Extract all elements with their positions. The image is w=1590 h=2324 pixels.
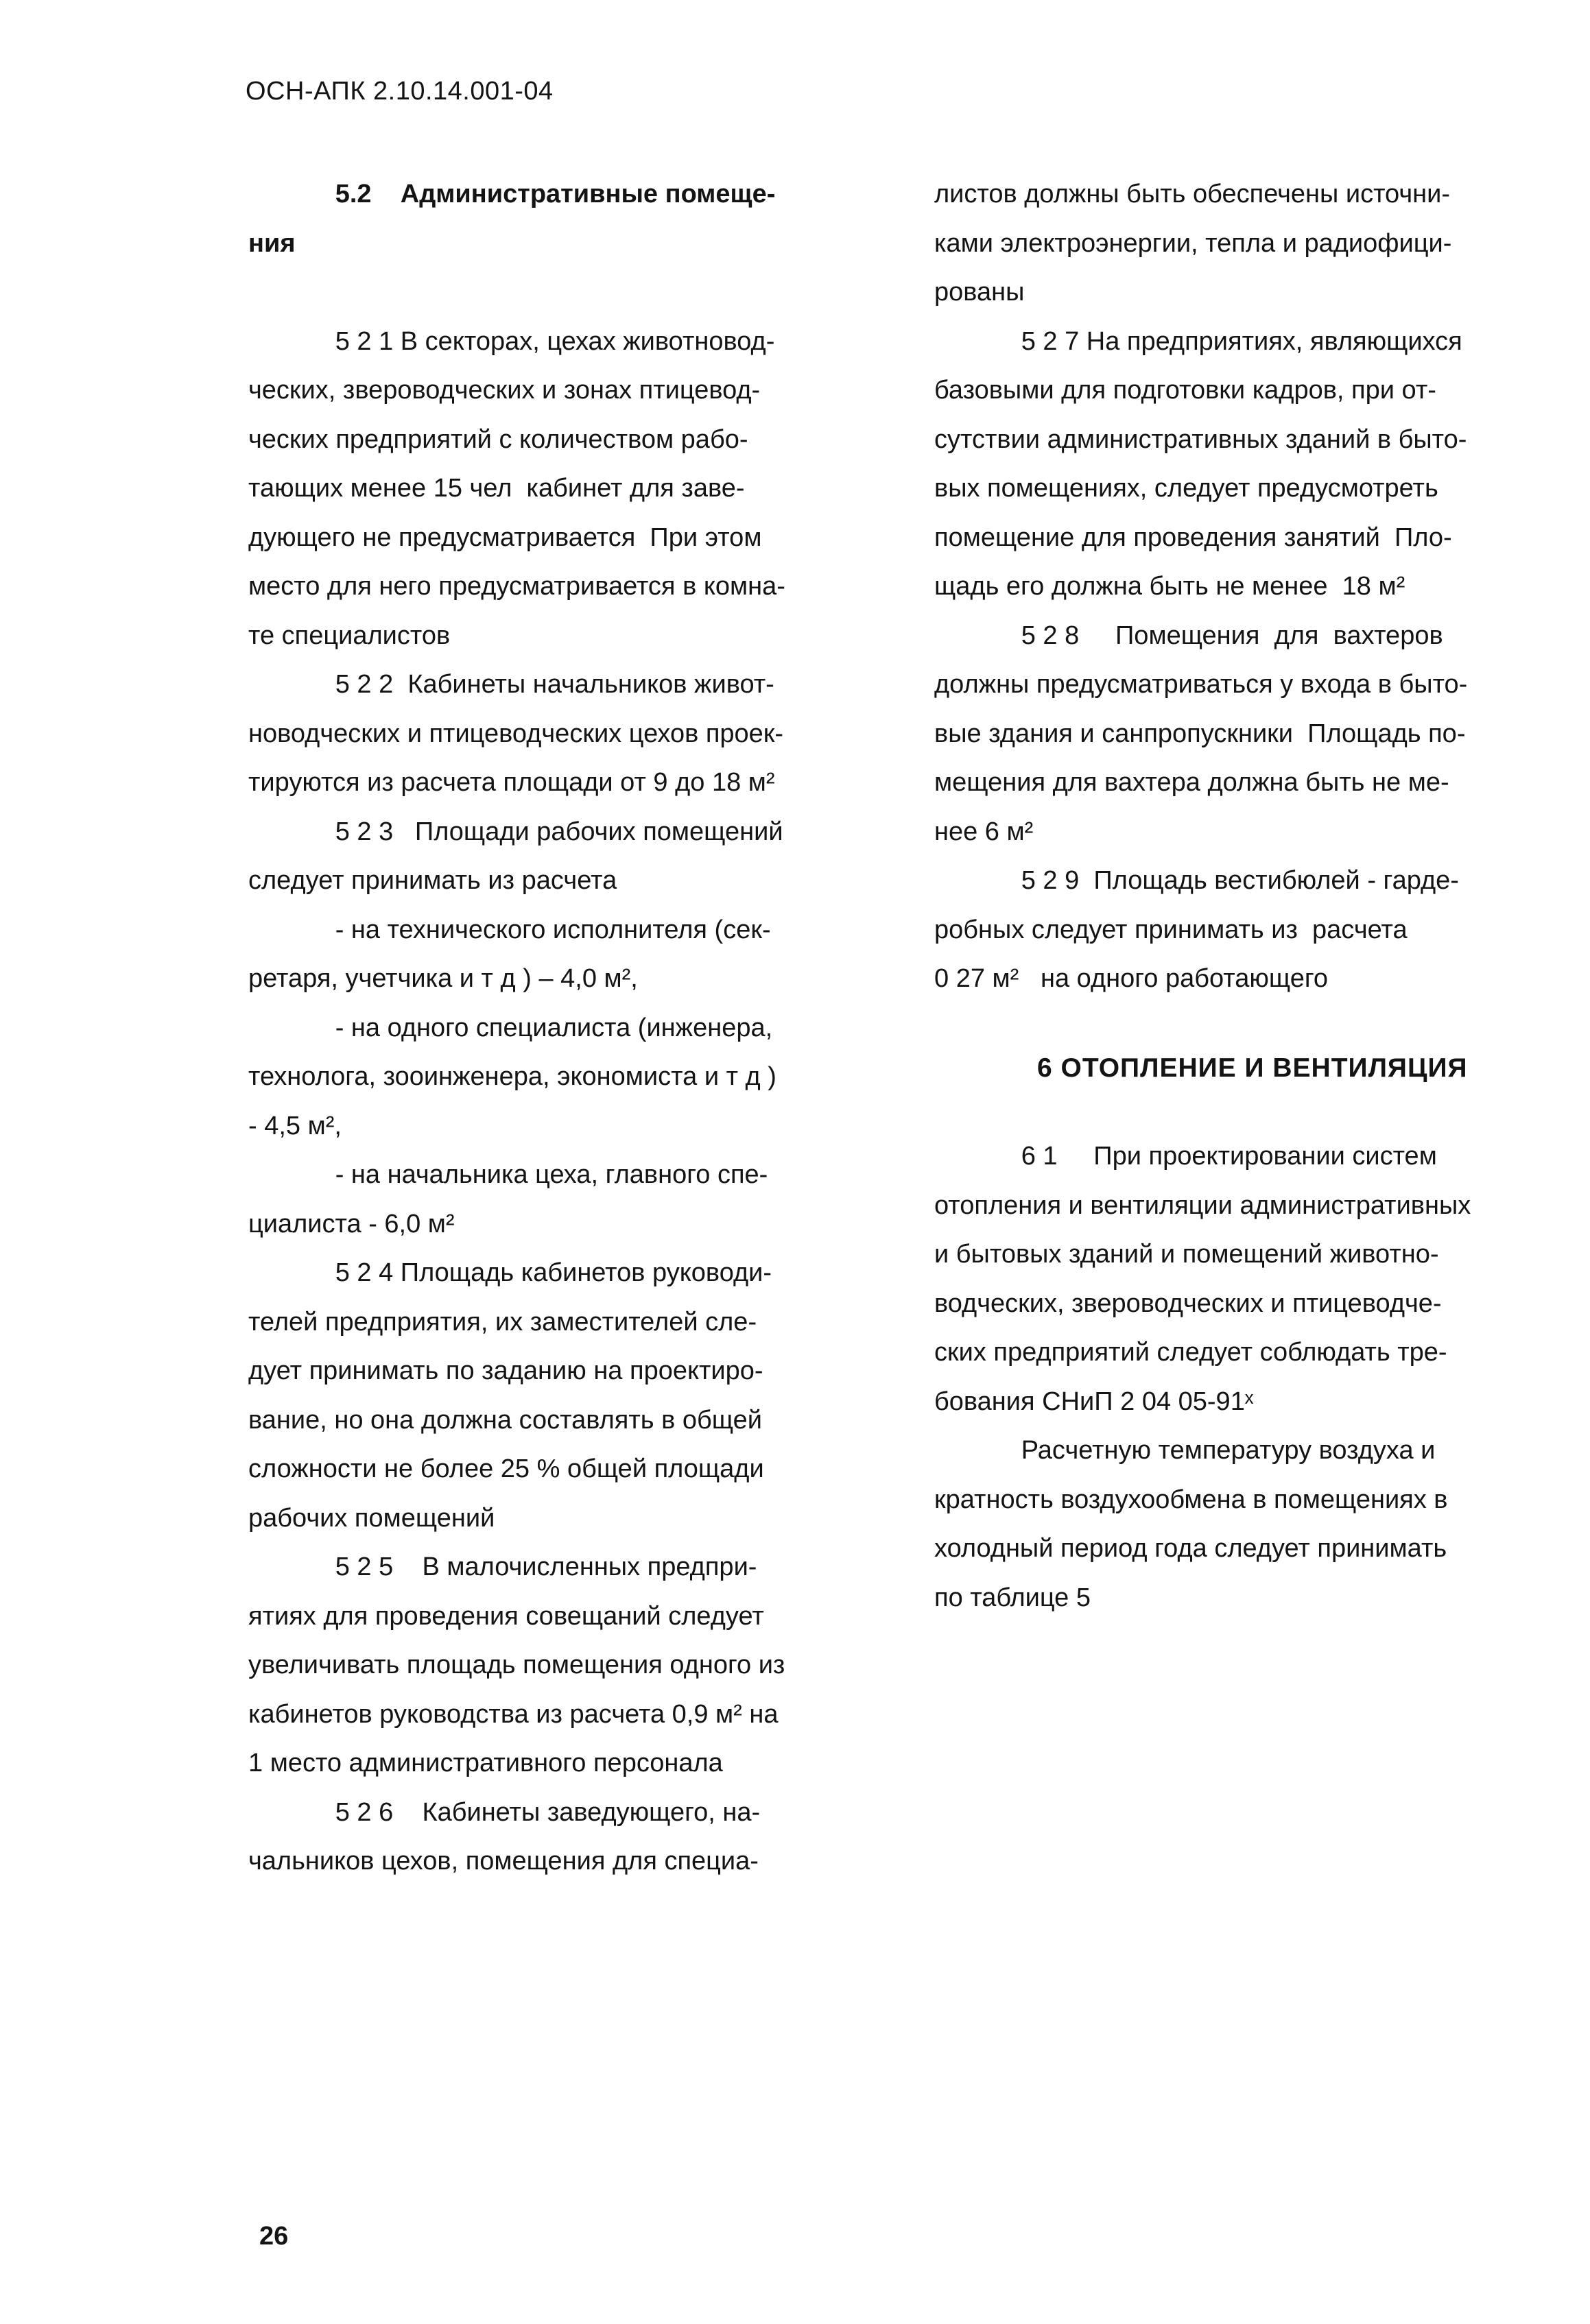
text-line: 5.2 Административные помеще- [248,180,776,208]
text-line: Расчетную температуру воздуха и [934,1436,1436,1465]
text-line: рабочих помещений [248,1503,495,1533]
document-code-header: ОСН-АПК 2.10.14.001-04 [246,77,554,106]
text-line: должны предусматриваться у входа в быто- [934,670,1468,699]
text-line: мещения для вахтера должна быть не ме- [934,768,1449,797]
text-line: те специалистов [248,621,451,650]
text-line: 5 2 7 На предприятиях, являющихся [934,326,1462,356]
text-line: новодческих и птицеводческих цехов проек- [248,719,784,748]
text-line: сложности не более 25 % общей площади [248,1454,764,1483]
text-line: - 4,5 м², [248,1111,342,1140]
text-line: ческих предприятий с количеством рабо- [248,424,748,454]
text-line: кратность воздухообмена в помещениях в [934,1485,1448,1514]
text-line: ния [248,228,296,258]
text-line: тающих менее 15 чел кабинет для заве- [248,474,745,503]
text-line: вание, но она должна составлять в общей [248,1405,762,1435]
left-text-column [248,170,851,1886]
text-line: следует принимать из расчета [248,866,617,895]
text-line: - на технического исполнителя (сек- [248,915,771,944]
text-line: нее 6 м² [934,817,1034,846]
section-heading: 6 ОТОПЛЕНИЕ И ВЕНТИЛЯЦИЯ [1037,1053,1468,1083]
text-line: ретаря, учетчика и т д ) – 4,0 м², [248,964,638,993]
text-line: рованы [934,278,1025,307]
text-line: ятиях для проведения совещаний следует [248,1601,764,1631]
text-line: бования СНиП 2 04 05-91ˣ [934,1387,1254,1416]
text-line: место для него предусматривается в комна- [248,572,785,601]
text-line: чальников цехов, помещения для специа- [248,1847,759,1876]
text-line: дует принимать по заданию на проектиро- [248,1356,763,1385]
text-line: - на начальника цеха, главного спе- [248,1160,768,1189]
text-line: холодный период года следует принимать [934,1534,1447,1563]
text-line: вые здания и санпропускники Площадь по- [934,719,1466,748]
text-line: увеличивать площадь помещения одного из [248,1651,785,1679]
text-line: ских предприятий следует соблюдать тре- [934,1338,1447,1367]
right-column-paragraphs-top [934,170,1535,1004]
text-line: робных следует принимать из расчета [934,915,1408,944]
text-line: 5 2 3 Площади рабочих помещений [248,817,783,846]
text-line: помещение для проведения занятий Пло- [934,523,1452,552]
text-line: 5 2 5 В малочисленных предпри- [248,1553,757,1581]
text-line: кабинетов руководства из расчета 0,9 м² на [248,1699,779,1729]
text-line: и бытовых зданий и помещений животно- [934,1240,1439,1269]
text-line: 1 место административного персонала [248,1749,723,1777]
text-line: базовыми для подготовки кадров, при от- [934,376,1436,405]
right-text-column [934,170,1535,1622]
text-line: телей предприятия, их заместителей сле- [248,1307,757,1337]
text-line: тируются из расчета площади от 9 до 18 м² [248,768,775,797]
text-line: ками электроэнергии, тепла и радиофици- [934,228,1452,258]
text-line: вых помещениях, следует предусмотреть [934,474,1438,503]
text-line: циалиста - 6,0 м² [248,1209,455,1238]
page-number: 26 [259,2222,289,2251]
text-line: дующего не предусматривается При этом [248,523,762,552]
text-line: 6 1 При проектировании систем [934,1142,1437,1171]
text-line: технолога, зооинженера, экономиста и т д ) [248,1062,776,1091]
right-column-paragraphs-bottom [934,1132,1535,1622]
text-line: ческих, звероводческих и зонах птицевод- [248,376,761,405]
text-line [248,268,851,318]
text-line: - на одного специалиста (инженера, [248,1013,773,1042]
text-line: 5 2 6 Кабинеты заведующего, на- [248,1797,761,1827]
text-line: 5 2 4 Площадь кабинетов руководи- [248,1258,772,1287]
text-line: щадь его должна быть не менее 18 м² [934,572,1405,601]
text-line: 0 27 м² на одного работающего [934,964,1329,993]
text-line: 5 2 1 В секторах, цехах животновод- [248,326,775,356]
text-line: по таблице 5 [934,1583,1091,1612]
text-line: листов должны быть обеспечены источни- [934,180,1451,208]
text-line: 5 2 8 Помещения для вахтеров [934,621,1443,650]
text-line: водческих, звероводческих и птицеводче- [934,1289,1442,1318]
text-line: 5 2 2 Кабинеты начальников живот- [248,670,774,699]
text-line: сутствии административных зданий в быто- [934,424,1467,454]
text-line: 5 2 9 Площадь вестибюлей - гарде- [934,866,1459,895]
text-line: отопления и вентиляции административных [934,1190,1471,1220]
